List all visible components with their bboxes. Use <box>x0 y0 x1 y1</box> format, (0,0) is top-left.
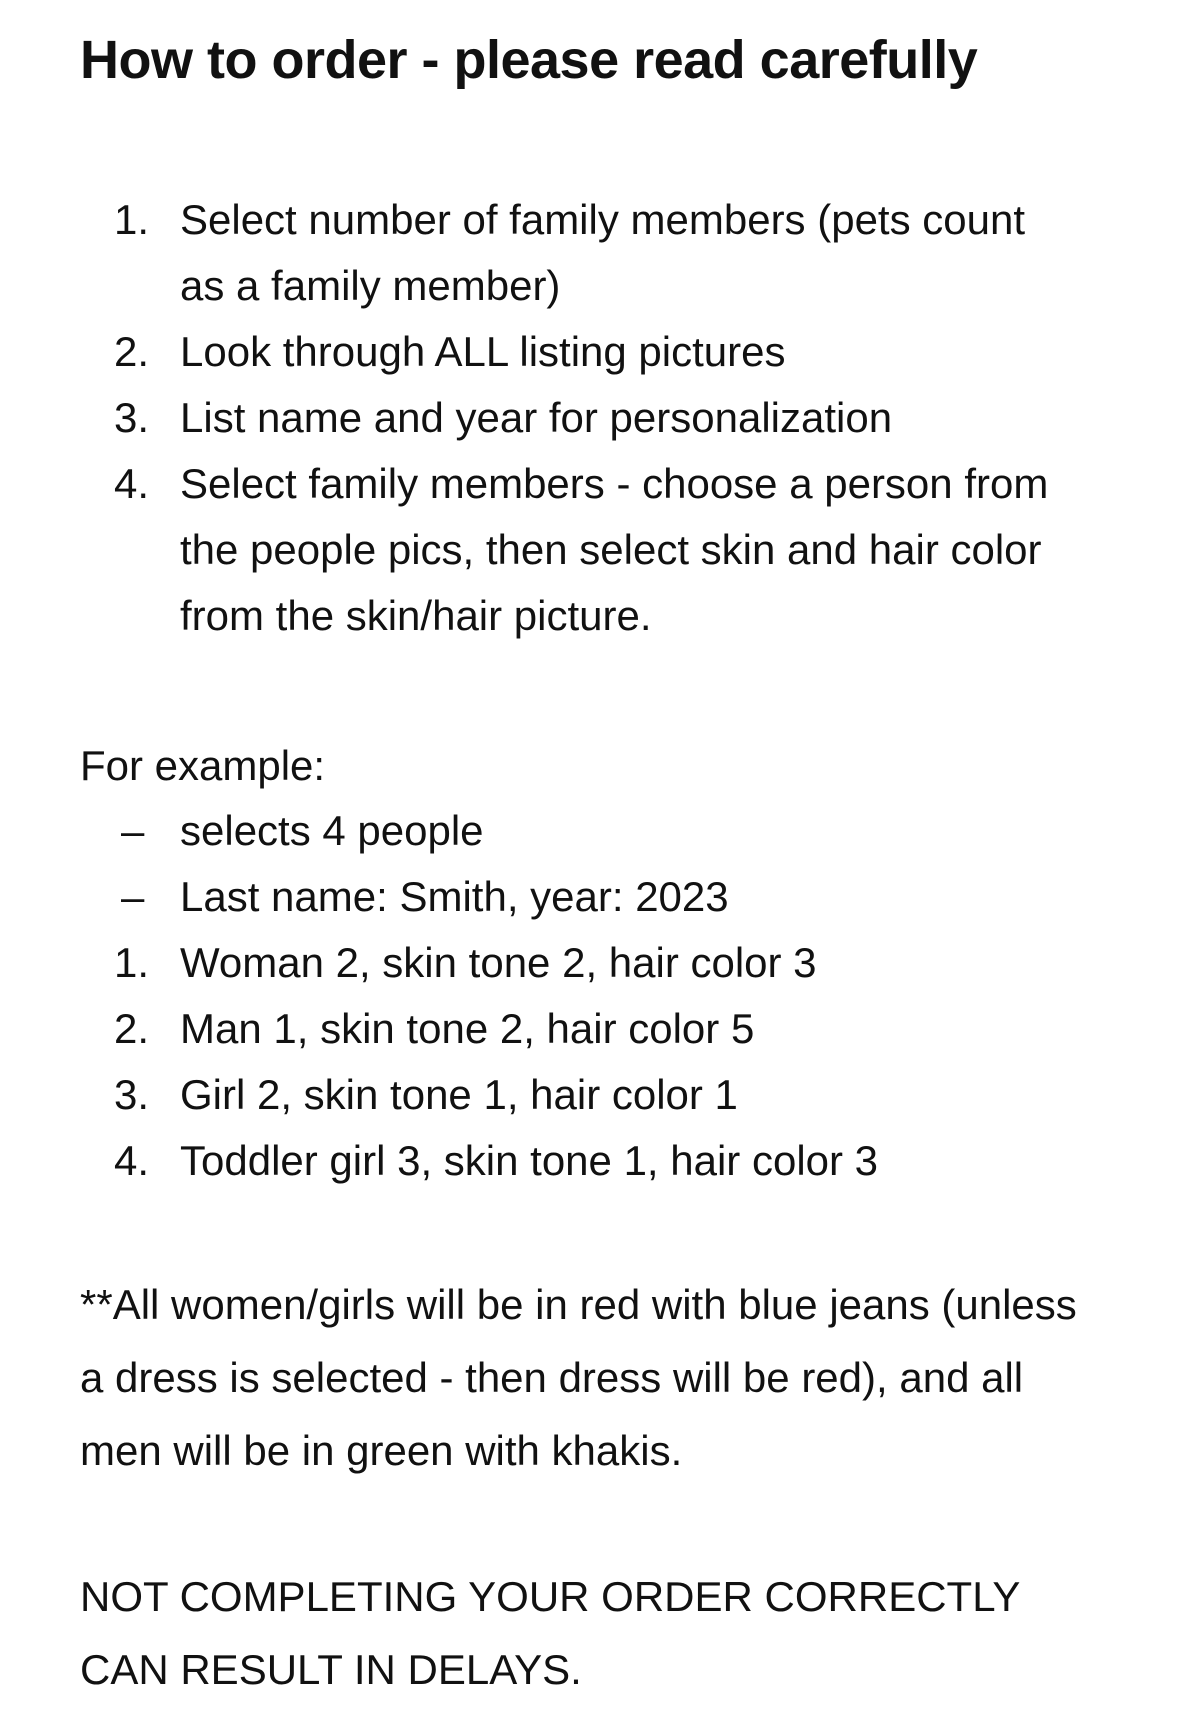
list-marker: 4. <box>114 460 150 507</box>
example-text: Girl 2, skin tone 1, hair color 1 <box>180 1071 738 1118</box>
list-marker: 2. <box>114 1005 150 1052</box>
example-text: Woman 2, skin tone 2, hair color 3 <box>180 939 817 986</box>
list-marker: 3. <box>114 1071 150 1118</box>
list-item <box>0 864 1080 930</box>
list-marker: 1. <box>114 196 150 243</box>
list-item <box>0 319 1080 385</box>
outfit-note: **All women/girls will be in red with blue jeans (unless a dress is selected - then dress will be red), and all men will be in green with khakis. <box>80 1281 1077 1474</box>
step-text: Select family members - choose a person from the people pics, then select skin and hair color from the skin/hair picture. <box>180 460 1049 639</box>
list-item <box>0 187 1080 319</box>
list-item <box>0 930 1080 996</box>
list-item <box>0 451 1080 649</box>
step-text: Look through ALL listing pictures <box>180 328 786 375</box>
steps-list <box>0 187 1080 649</box>
list-item <box>0 1062 1080 1128</box>
step-text: Select number of family members (pets count as a family member) <box>180 196 1026 309</box>
example-text: Toddler girl 3, skin tone 1, hair color 3 <box>180 1137 879 1184</box>
list-marker: 2. <box>114 328 150 375</box>
example-heading: For example: <box>80 742 326 789</box>
list-marker: – <box>121 873 145 920</box>
example-text: selects 4 people <box>180 807 484 854</box>
example-text: Last name: Smith, year: 2023 <box>180 873 729 920</box>
step-text: List name and year for personalization <box>180 394 893 441</box>
list-marker: 3. <box>114 394 150 441</box>
list-marker: – <box>121 807 145 854</box>
list-item <box>0 385 1080 451</box>
list-item <box>0 996 1080 1062</box>
page-title: How to order - please read carefully <box>80 30 978 90</box>
example-list <box>0 798 1080 1194</box>
list-item <box>0 798 1080 864</box>
example-text: Man 1, skin tone 2, hair color 5 <box>180 1005 755 1052</box>
delay-warning: NOT COMPLETING YOUR ORDER CORRECTLY CAN RESULT IN DELAYS. <box>80 1573 1020 1693</box>
list-marker: 4. <box>114 1137 150 1184</box>
list-item <box>0 1128 1080 1194</box>
list-marker: 1. <box>114 939 150 986</box>
